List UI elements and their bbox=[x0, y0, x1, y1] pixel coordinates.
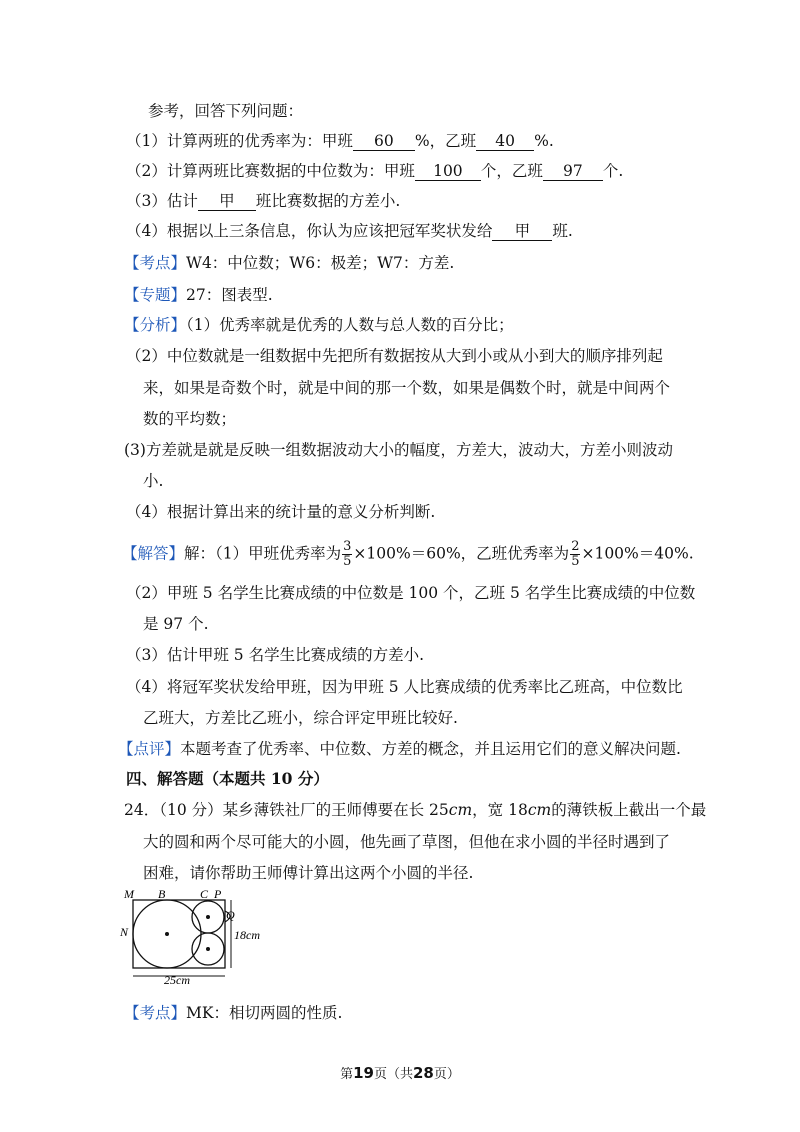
jieda-text-1: 解：（1）甲班优秀率为 bbox=[184, 544, 342, 563]
jieda-line-4: （3）估计甲班 5 名学生比赛成绩的方差小. bbox=[126, 646, 425, 664]
fenxi-tag: 【分析】 bbox=[124, 316, 187, 334]
fraction-numerator: 3 bbox=[343, 539, 352, 554]
kaodian-2 bbox=[124, 1003, 342, 1023]
fenxi-line-1 bbox=[124, 315, 514, 335]
q2-answer-a: 100 bbox=[415, 162, 481, 181]
q3-prefix: （3）估计 bbox=[126, 192, 198, 210]
page-footer bbox=[0, 1063, 800, 1082]
jieda-line-2: （2）甲班 5 名学生比赛成绩的中位数是 100 个，乙班 5 名学生比赛成绩的中位数 bbox=[126, 584, 696, 602]
circles-diagram bbox=[118, 886, 268, 986]
footer-text-b: 页（共 bbox=[373, 1067, 413, 1082]
fraction-denominator: 5 bbox=[343, 554, 352, 569]
jieda-line-5: （4）将冠军奖状发给甲班，因为甲班 5 人比赛成绩的优秀率比乙班高，中位数比 bbox=[126, 678, 683, 696]
q1-suffix: %. bbox=[534, 132, 554, 150]
q1-answer-a: 60 bbox=[353, 132, 415, 151]
problem-24-line-1 bbox=[124, 800, 706, 820]
jieda-line-6: 乙班大，方差比乙班小，综合评定甲班比较好. bbox=[143, 709, 458, 727]
fraction-denominator: 5 bbox=[571, 554, 580, 569]
fenxi-line-2: （2）中位数就是一组数据中先把所有数据按从大到小或从小到大的顺序排列起 bbox=[126, 347, 663, 365]
label-m: M bbox=[124, 887, 134, 901]
fenxi-text-1: （1）优秀率就是优秀的人数与总人数的百分比； bbox=[186, 316, 514, 334]
zhuanti-text: 27：图表型. bbox=[186, 286, 273, 304]
dianping-text: 本题考查了优秀率、中位数、方差的概念，并且运用它们的意义解决问题. bbox=[180, 740, 681, 758]
problem-24-line-3: 困难，请你帮助王师傅计算出这两个小圆的半径. bbox=[143, 864, 474, 882]
label-p: P bbox=[214, 887, 222, 901]
intro-text: 参考，回答下列问题： bbox=[148, 102, 304, 120]
label-b: B bbox=[158, 887, 166, 901]
jieda-text-2: ×100%＝60%，乙班优秀率为 bbox=[353, 544, 570, 563]
dianping-tag: 【点评】 bbox=[118, 740, 181, 758]
q2-prefix: （2）计算两班比赛数据的中位数为：甲班 bbox=[126, 162, 415, 180]
question-3 bbox=[126, 191, 400, 211]
problem-24-line-2: 大的圆和两个尽可能大的小圆，他先画了草图，但他在求小圆的半径时遇到了 bbox=[143, 833, 671, 851]
kaodian-text: MK：相切两圆的性质. bbox=[186, 1004, 343, 1022]
page-total: 28 bbox=[413, 1064, 434, 1082]
kaodian-tag: 【考点】 bbox=[124, 1004, 187, 1022]
q2-middle: 个，乙班 bbox=[480, 162, 543, 180]
unit-cm: cm bbox=[448, 801, 473, 819]
zhuanti-tag: 【专题】 bbox=[124, 286, 187, 304]
q1-prefix: （1）计算两班的优秀率为：甲班 bbox=[126, 132, 353, 150]
fenxi-line-5: (3)方差就是就是反映一组数据波动大小的幅度，方差大，波动大，方差小则波动 bbox=[124, 441, 673, 459]
footer-text-a: 第 bbox=[340, 1067, 354, 1082]
fraction-2-5 bbox=[570, 540, 580, 569]
jieda-text-3: ×100%＝40%. bbox=[581, 544, 694, 563]
kaodian-tag: 【考点】 bbox=[124, 254, 187, 272]
fenxi-line-7: （4）根据计算出来的统计量的意义分析判断. bbox=[126, 503, 436, 521]
iron-sheet-rect bbox=[133, 900, 225, 968]
dianping bbox=[118, 739, 681, 759]
label-height: 18cm bbox=[234, 928, 260, 942]
jieda-tag: 【解答】 bbox=[122, 544, 185, 563]
jieda-line-1 bbox=[122, 540, 694, 569]
kaodian-text: W4：中位数；W6：极差；W7：方差. bbox=[186, 254, 455, 272]
fraction-3-5 bbox=[342, 540, 352, 569]
fenxi-line-4: 数的平均数； bbox=[143, 410, 237, 428]
q4-suffix: 班. bbox=[552, 222, 573, 240]
fraction-numerator: 2 bbox=[571, 539, 580, 554]
footer-text-c: 页） bbox=[433, 1067, 460, 1082]
small-circle-bottom-center bbox=[206, 947, 210, 951]
kaodian-1 bbox=[124, 253, 454, 273]
q1-answer-b: 40 bbox=[476, 132, 534, 151]
q4-answer: 甲 bbox=[492, 222, 552, 241]
q3-answer: 甲 bbox=[198, 192, 256, 211]
zhuanti bbox=[124, 285, 273, 305]
p24-text-c: 的薄铁板上截出一个最 bbox=[551, 801, 707, 819]
jieda-line-3: 是 97 个. bbox=[143, 615, 209, 633]
label-q: Q bbox=[226, 908, 235, 922]
label-width: 25cm bbox=[164, 973, 190, 986]
q1-middle: %，乙班 bbox=[414, 132, 477, 150]
label-c: C bbox=[200, 887, 209, 901]
q4-prefix: （4）根据以上三条信息，你认为应该把冠军奖状发给 bbox=[126, 222, 493, 240]
section-heading: 四、解答题（本题共 10 分） bbox=[126, 769, 329, 788]
page-number: 19 bbox=[353, 1064, 374, 1082]
q2-suffix: 个. bbox=[602, 162, 624, 180]
p24-text-a: 24．（10 分）某乡薄铁社厂的王师傅要在长 25 bbox=[124, 801, 449, 819]
fenxi-line-6: 小. bbox=[143, 472, 164, 490]
label-n: N bbox=[120, 925, 129, 939]
p24-text-b: ，宽 18 bbox=[472, 801, 528, 819]
unit-cm: cm bbox=[527, 801, 552, 819]
question-2 bbox=[126, 161, 623, 181]
large-circle-center bbox=[165, 932, 169, 936]
question-4 bbox=[126, 221, 573, 241]
fenxi-line-3: 来，如果是奇数个时，就是中间的那一个数，如果是偶数个时，就是中间两个 bbox=[143, 379, 671, 397]
q2-answer-b: 97 bbox=[543, 162, 603, 181]
q3-suffix: 班比赛数据的方差小. bbox=[255, 192, 401, 210]
small-circle-top-center bbox=[206, 915, 210, 919]
question-1 bbox=[126, 131, 554, 151]
